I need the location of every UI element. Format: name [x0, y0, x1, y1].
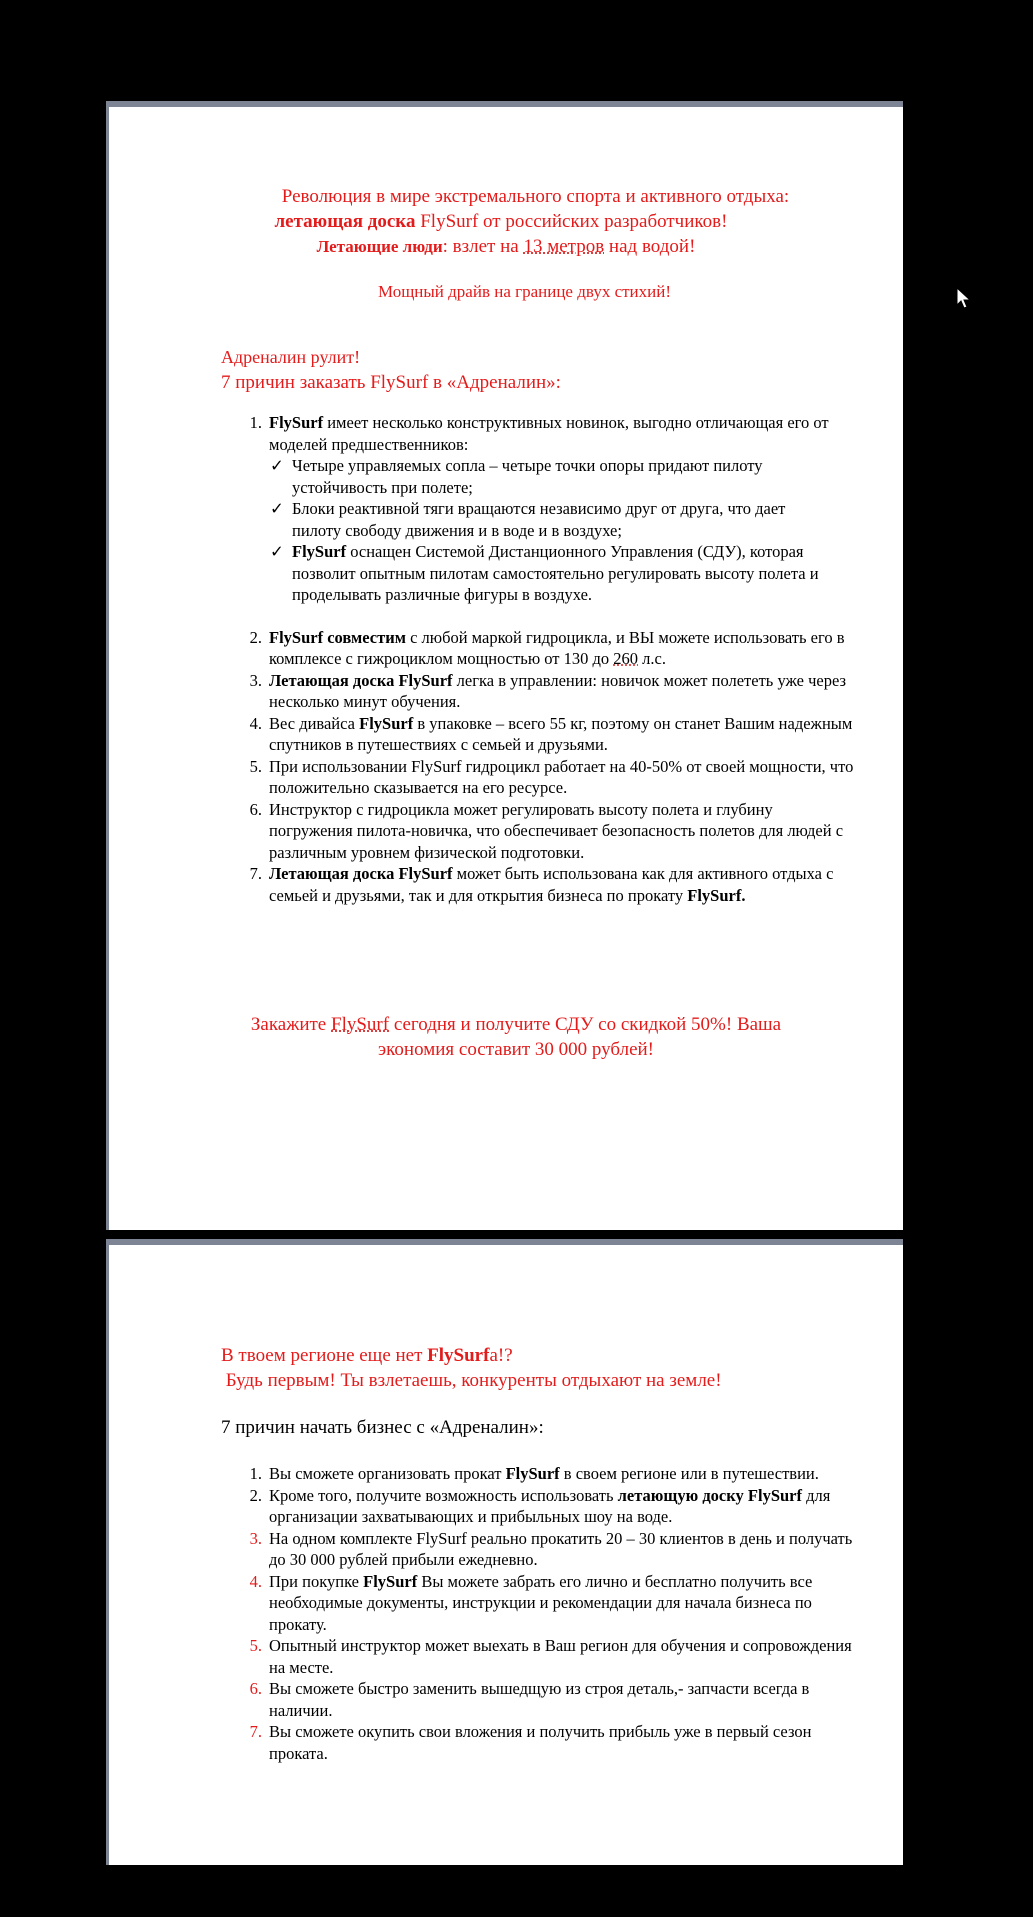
offer-block [109, 1012, 903, 1062]
list-item: 6. Вы сможете быстро заменить вышедщую из строя деталь,- запчасти всегда в наличии. [249, 1679, 810, 1720]
offer-line-2: экономия составит 30 000 рублей! [377, 1039, 654, 1060]
page2-headline [221, 1343, 722, 1393]
headline-line-1: Революция в мире экстремального спорта и активного отдыха: [281, 186, 790, 207]
list-item: 4. При покупке FlySurf Вы можете забрать его лично и бесплатно получить все необходимые документы, инструкции и рекомендации для начала бизнеса по прокату. [249, 1571, 813, 1634]
list-item: 7. Вы сможете окупить свои вложения и получить прибыль уже в первый сезон проката. [249, 1722, 812, 1763]
list-item: 3. На одном комплекте FlySurf реально прокатить 20 – 30 клиентов в день и получать до 30 000 рублей прибыли ежедневно. [249, 1528, 853, 1569]
list-item: 5. Опытный инструктор может выехать в Ваш регион для обучения и сопровождения на месте. [249, 1636, 852, 1677]
mouse-pointer-icon [956, 287, 972, 311]
list-item: 1. Вы сможете организовать прокат FlySurf в своем регионе или в путешествии. [249, 1464, 819, 1483]
sub-list [269, 455, 832, 606]
sub-list-item: ✓ Четыре управляемых сопла – четыре точки опоры придают пилоту устойчивость при полете; [270, 456, 763, 497]
intro-line-1: Адреналин рулит! [221, 347, 361, 367]
business-reasons-list [249, 1463, 859, 1764]
headline-block [109, 184, 903, 259]
headline-line-3: Летающие люди: взлет на 13 метров над водой! [316, 236, 696, 257]
headline-line-2: летающая доска FlySurf от российских разработчиков! [274, 211, 728, 232]
intro-line-2: 7 причин заказать FlySurf в «Адреналин»: [221, 372, 561, 393]
slogan: Мощный драйв на границе двух стихий! [378, 282, 671, 301]
offer-line-1: Закажите FlySurf сегодня и получите СДУ со скидкой 50%! Ваша [250, 1014, 782, 1035]
list-item: 7. Летающая доска FlySurf может быть использована как для активного отдыха с семьей и друзьями, так и для открытия бизнеса по прокату FlySurf. [249, 864, 834, 905]
document-page-1 [106, 107, 903, 1230]
sub-list-item: ✓ FlySurf оснащен Системой Дистанционного Управления (СДУ), которая позволит опытным пилотам самостоятельно регулировать высоту полета и проделывать различные фигуры в воздухе. [270, 542, 819, 604]
checkmark-icon: ✓ [270, 499, 284, 518]
checkmark-icon: ✓ [270, 456, 284, 475]
page2-headline-line-2: Будь первым! Ты взлетаешь, конкуренты отдыхают на земле! [221, 1370, 722, 1391]
document-page-2 [106, 1245, 903, 1865]
list-item: 6. Инструктор с гидроцикла может регулировать высоту полета и глубину погружения пилота-новичка, что обеспечивает безопасность полетов для людей с различным уровнем физической подготовки. [249, 799, 844, 862]
list-item: 1. FlySurf имеет несколько конструктивных новинок, выгодно отличающая его от моделей предшественников: [249, 413, 829, 454]
page2-headline-line-1: В твоем регионе еще нет FlySurfа!? [221, 1345, 513, 1366]
sub-list-item: ✓ Блоки реактивной тяги вращаются независимо друг от друга, что дает пилоту свободу движения и в воде и в воздухе; [270, 499, 786, 540]
list-item: 4. Вес дивайса FlySurf в упаковке – всего 55 кг, поэтому он станет Вашим надежным спутников в путешествиях с семьей и друзьями. [249, 713, 853, 754]
list-item: 3. Летающая доска FlySurf легка в управлении: новичок может полететь уже через несколько минут обучения. [249, 670, 847, 711]
reasons-list [249, 412, 859, 906]
page2-subheading: 7 причин начать бизнес с «Адреналин»: [221, 1417, 544, 1438]
checkmark-icon: ✓ [270, 542, 284, 561]
list-item: 2. FlySurf совместим с любой маркой гидроцикла, и ВЫ можете использовать его в комплексе с гижроциклом мощностью от 130 до 260 л.с. [249, 627, 845, 668]
list-item: 2. Кроме того, получите возможность использовать летающую доску FlySurf для организации захватывающих и прибыльных шоу на воде. [249, 1485, 831, 1526]
list-item: 5. При использовании FlySurf гидроцикл работает на 40-50% от своей мощности, что положительно сказывается на его ресурсе. [249, 756, 854, 797]
intro-block [221, 345, 561, 395]
